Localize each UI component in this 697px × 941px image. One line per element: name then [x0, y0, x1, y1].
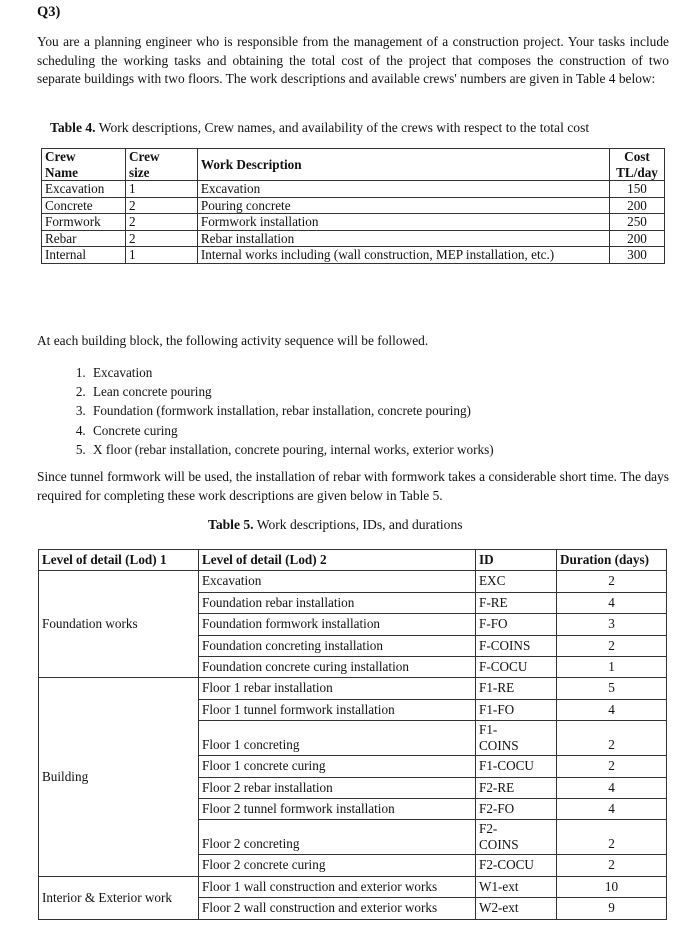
task-duration: 3	[557, 614, 667, 635]
task-id: F-COINS	[476, 635, 557, 656]
task-id: W1-ext	[476, 876, 557, 897]
durations-table-header	[39, 550, 667, 571]
task-name: Floor 1 tunnel formwork installation	[199, 699, 476, 720]
crew-name: Internal	[42, 247, 126, 264]
group-foundation-works: Foundation works	[39, 571, 199, 678]
table-row	[42, 181, 665, 198]
crew-size: 2	[125, 197, 197, 214]
question-label: Q3)	[37, 4, 61, 20]
table-row	[39, 571, 667, 592]
table-row	[39, 876, 667, 897]
header-lod1: Level of detail (Lod) 1	[39, 550, 199, 571]
header-id: ID	[476, 550, 557, 571]
task-name: Floor 2 wall construction and exterior works	[199, 898, 476, 919]
crew-table-header	[42, 149, 665, 181]
task-duration: 4	[557, 777, 667, 798]
crew-table	[41, 148, 665, 264]
table-row	[42, 247, 665, 264]
cost-value: 250	[610, 214, 665, 231]
task-duration: 4	[557, 699, 667, 720]
crew-name: Rebar	[42, 230, 126, 247]
task-id: F-FO	[476, 614, 557, 635]
task-id: F2-RE	[476, 777, 557, 798]
cost-value: 150	[610, 181, 665, 198]
header-cost: Cost TL/day	[610, 149, 665, 181]
task-id: W2-ext	[476, 898, 557, 919]
task-duration: 2	[557, 820, 667, 855]
task-id: F-RE	[476, 592, 557, 613]
task-duration: 10	[557, 876, 667, 897]
group-interior-exterior-work: Interior & Exterior work	[39, 876, 199, 919]
table4-caption	[50, 120, 589, 136]
task-duration: 1	[557, 657, 667, 678]
work-description: Internal works including (wall construction, MEP installation, etc.)	[197, 247, 609, 264]
list-item: 3. Foundation (formwork installation, rebar installation, concrete pouring)	[89, 401, 494, 420]
header-duration: Duration (days)	[557, 550, 667, 571]
crew-size: 2	[125, 214, 197, 231]
table5-caption-label: Table 5.	[208, 517, 254, 532]
task-name: Foundation rebar installation	[199, 592, 476, 613]
crew-size: 1	[125, 181, 197, 198]
task-id: EXC	[476, 571, 557, 592]
header-crew-name: Crew Name	[42, 149, 126, 181]
task-duration: 2	[557, 855, 667, 876]
header-lod2: Level of detail (Lod) 2	[199, 550, 476, 571]
cost-value: 200	[610, 230, 665, 247]
work-description: Formwork installation	[197, 214, 609, 231]
task-id: F2-FO	[476, 799, 557, 820]
header-crew-size: Crew size	[125, 149, 197, 181]
task-name: Floor 2 concreting	[199, 820, 476, 855]
group-building: Building	[39, 678, 199, 876]
list-item: 4. Concrete curing	[89, 421, 494, 440]
crew-name: Excavation	[42, 181, 126, 198]
task-id: F-COCU	[476, 657, 557, 678]
task-name: Floor 1 concrete curing	[199, 756, 476, 777]
table5-caption	[208, 517, 463, 533]
task-id: F1-RE	[476, 678, 557, 699]
crew-name: Formwork	[42, 214, 126, 231]
list-item: 1. Excavation	[89, 363, 494, 382]
task-name: Floor 1 concreting	[199, 721, 476, 756]
cost-value: 200	[610, 197, 665, 214]
table-row	[42, 230, 665, 247]
task-name: Foundation concreting installation	[199, 635, 476, 656]
intro-paragraph: You are a planning engineer who is responsible from the management of a construction project. Your tasks include scheduling the working tasks and obtaining the total cost of the project that composes the construction of two separate buildings with two floors. The work descriptions and available crews' numbers are given in Table 4 below:	[37, 34, 669, 87]
task-name: Floor 2 tunnel formwork installation	[199, 799, 476, 820]
work-description: Rebar installation	[197, 230, 609, 247]
table4-caption-text: Work descriptions, Crew names, and availability of the crews with respect to the total cost	[95, 120, 590, 135]
activity-sequence-list	[37, 363, 494, 459]
task-duration: 4	[557, 592, 667, 613]
task-name: Foundation formwork installation	[199, 614, 476, 635]
task-id: F1- COINS	[476, 721, 557, 756]
task-name: Floor 1 wall construction and exterior works	[199, 876, 476, 897]
table-row	[42, 197, 665, 214]
table-row	[39, 678, 667, 699]
list-item: 5. X floor (rebar installation, concrete pouring, internal works, exterior works)	[89, 440, 494, 459]
task-name: Floor 2 rebar installation	[199, 777, 476, 798]
task-id: F1-COCU	[476, 756, 557, 777]
sequence-intro: At each building block, the following activity sequence will be followed.	[37, 333, 429, 348]
task-duration: 4	[557, 799, 667, 820]
table4-caption-label: Table 4.	[50, 120, 96, 135]
table-row	[42, 214, 665, 231]
crew-size: 2	[125, 230, 197, 247]
cost-value: 300	[610, 247, 665, 264]
crew-name: Concrete	[42, 197, 126, 214]
work-description: Excavation	[197, 181, 609, 198]
task-id: F2-COCU	[476, 855, 557, 876]
task-duration: 2	[557, 571, 667, 592]
crew-size: 1	[125, 247, 197, 264]
task-duration: 2	[557, 721, 667, 756]
task-name: Excavation	[199, 571, 476, 592]
tunnel-formwork-note: Since tunnel formwork will be used, the installation of rebar with formwork takes a considerable short time. The days required for completing these work descriptions are given below in Table 5.	[37, 469, 669, 503]
list-item: 2. Lean concrete pouring	[89, 382, 494, 401]
task-name: Floor 1 rebar installation	[199, 678, 476, 699]
header-work-description: Work Description	[197, 149, 609, 181]
task-duration: 2	[557, 756, 667, 777]
durations-table	[38, 549, 667, 920]
task-name: Foundation concrete curing installation	[199, 657, 476, 678]
task-duration: 5	[557, 678, 667, 699]
task-name: Floor 2 concrete curing	[199, 855, 476, 876]
work-description: Pouring concrete	[197, 197, 609, 214]
task-id: F2- COINS	[476, 820, 557, 855]
table5-caption-text: Work descriptions, IDs, and durations	[253, 517, 463, 532]
task-duration: 9	[557, 898, 667, 919]
task-duration: 2	[557, 635, 667, 656]
task-id: F1-FO	[476, 699, 557, 720]
